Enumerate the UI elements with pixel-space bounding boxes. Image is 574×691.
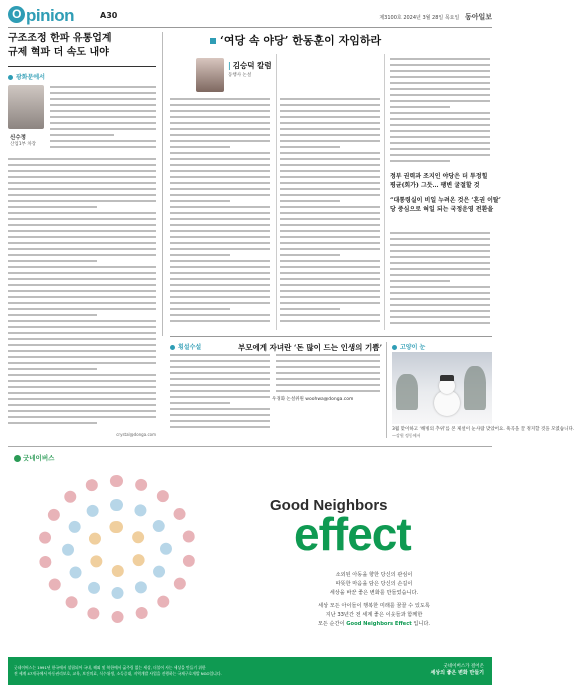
text-line [280,278,380,280]
text-line [390,88,490,90]
text-line [280,140,380,142]
text-line [8,248,156,250]
text-line [276,354,380,356]
text-line [280,266,380,268]
text-line [390,118,490,120]
text-line [8,182,156,184]
text-line [276,366,380,368]
text-line [170,426,270,428]
text-line [280,236,380,238]
text-line [390,322,490,324]
main-title: ‘여당 속 야당’ 한동훈이 자임하라 [210,32,381,48]
page-number: A30 [100,11,118,20]
main-column [170,32,501,332]
text-line [390,268,490,270]
ad-footer-text: 굿네이버스는 1991년 한국에서 설립되어 국내, 해외 및 북한에서 굶주림 없는 세상, 더불어 사는 세상을 만들기 위한 전 세계 47개국에서 아동권리보호, 교육, 보건의료, 식수위생, 소득증대, 지역개발 사업을 진행하는 국제구호개발 NGO입니다. [14,665,222,676]
text-line [170,152,270,154]
text-line [280,212,380,214]
text-line [170,206,270,208]
main-body-col3-bottom [390,232,490,328]
text-line [390,82,490,84]
text-line [276,384,380,386]
opinion-brand: O pinion [8,6,74,26]
text-line [8,332,156,334]
text-line [50,98,156,100]
text-line [8,176,156,178]
text-line [8,374,156,376]
text-line [390,112,490,114]
text-line [280,152,380,154]
text-line [170,308,230,310]
text-line [280,224,380,226]
text-line [170,408,270,410]
horizontal-divider [170,336,492,337]
photo-caption: 3월 맞이하고 ‘해빙의 추위’를 본 제설이 눈사람 맞았어요. 흑곡을 끌 정지할 것을 모였습니다. [392,427,574,432]
text-line [390,70,490,72]
photo-section [392,342,574,438]
text-line [390,244,490,246]
text-line [8,272,156,274]
left-headline: 구조조정 한파 유통업계 규제 혁파 더 속도 내야 [8,33,112,58]
text-line [8,188,156,190]
text-line [390,316,490,318]
paper-name: 동아일보 [464,12,492,21]
text-line [390,142,490,144]
text-line [390,76,490,78]
page-header [8,6,492,28]
text-line [8,242,156,244]
text-line [170,230,270,232]
text-line [280,104,380,106]
text-line [8,164,156,166]
text-line [8,386,156,388]
text-line [390,148,490,150]
text-line [8,296,156,298]
text-line [280,194,380,196]
text-line [170,236,270,238]
essay-section [170,342,382,438]
text-line [390,100,490,102]
text-line [170,188,270,190]
text-line [390,298,490,300]
text-line [8,380,156,382]
ad-footer [8,657,492,685]
text-line [170,254,230,256]
text-line [8,284,156,286]
text-line [170,360,270,362]
main-body-col3-top [390,58,490,166]
text-line [8,254,156,256]
tree-shape [464,366,486,410]
edition-info [379,12,492,22]
text-line [8,344,156,346]
text-line [280,308,340,310]
text-line [8,266,156,268]
text-line [280,134,380,136]
text-line [8,410,156,412]
essay-body-col2 [276,354,380,396]
text-line [8,356,156,358]
text-line [276,390,380,392]
essay-section-label: 횡설수설 [170,342,201,351]
text-line [170,170,270,172]
photo-section-label: 고양이 눈 [392,342,492,351]
text-line [170,366,270,368]
text-line [280,170,380,172]
ad-copy: 소외된 아동을 향한 당신의 관심이 따뜻한 마음을 담은 당신의 손길이 세상을 바꾼 좋은 변화를 만들었습니다. 세상 모든 아이들이 행복한 미래를 꿈꿀 수 있도록 지난 33년간 전 세계 좋은 이웃들과 함께한 모든 순간이 Good Neighbors Effect 입니다. [317,572,431,627]
columnist-photo [196,58,224,92]
text-line [280,110,380,112]
text-line [170,182,270,184]
text-line [170,98,270,100]
text-line [170,320,270,322]
essay-body-col1 [170,354,270,432]
text-line [50,122,156,124]
text-line [280,254,340,256]
text-line [170,390,270,392]
pull-quote: 정부 권력과 조지인 야당은 더 투정힐 평균(회가) 그듯… 팽변 굴절할 것 “대통령실이 비일 누려온 것은 ‘혼권 이탈’ 당 중심으로 혀일 되는 국정운영 전환을 [390,173,501,213]
text-line [170,354,270,356]
text-line [8,278,156,280]
text-line [50,110,156,112]
title-mark-icon [210,38,216,44]
text-line [280,98,380,100]
tree-shape [396,374,418,410]
text-line [170,396,270,398]
text-line [8,326,156,328]
text-line [8,200,156,202]
photo-divider [386,342,387,438]
text-line [170,122,270,124]
text-line [280,176,380,178]
text-line [8,206,97,208]
columnist-role: 동행사 논설 [228,73,252,78]
text-line [8,392,156,394]
text-line [8,338,156,340]
text-line [170,110,270,112]
text-line [8,416,156,418]
text-line [50,146,156,148]
text-line [280,248,380,250]
text-line [170,290,270,292]
text-line [170,128,270,130]
text-line [170,116,270,118]
text-line [280,122,380,124]
issue-date: 2024년 3월 28일 목요일 [403,15,460,21]
ad-footer-right: 굿네이버스가 걸어온 세상의 좋은 변화 만들기 [430,664,484,676]
text-line [170,224,270,226]
text-line [390,124,490,126]
text-line [50,134,114,136]
text-line [170,296,270,298]
main-body-col2 [280,98,380,326]
crowd-ring-inner [86,521,148,577]
text-line [8,314,97,316]
text-line [8,212,156,214]
text-line [170,266,270,268]
text-line [390,238,490,240]
author-photo [8,85,44,129]
text-line [276,360,380,362]
text-line [50,92,156,94]
text-line [390,106,450,108]
essay-author: 우경화 논설위원 woohwa@donga.com [272,397,354,402]
text-line [280,158,380,160]
text-line [390,292,490,294]
text-line [280,302,380,304]
left-body [8,158,156,428]
columnist-name: | 김승덕 칼럼 [228,60,272,71]
text-line [390,262,490,264]
main-body-col1 [170,98,270,326]
text-line [280,242,380,244]
text-line [50,86,156,88]
text-line [8,368,97,370]
text-line [170,378,270,380]
text-line [276,372,380,374]
text-line [50,128,156,130]
text-line [170,272,270,274]
text-line [170,134,270,136]
text-line [280,128,380,130]
text-line [8,260,97,262]
text-line [280,290,380,292]
text-line [390,58,490,60]
snowman-photo [392,352,492,424]
text-line [8,290,156,292]
text-line [8,404,156,406]
text-line [280,188,380,190]
text-line [8,398,156,400]
text-line [170,260,270,262]
text-line [8,422,97,424]
text-line [390,130,490,132]
text-line [390,280,450,282]
text-line [170,248,270,250]
text-line [280,182,380,184]
text-line [170,146,230,148]
text-line [390,64,490,66]
text-line [170,402,230,404]
text-line [280,116,380,118]
main-col-rule-1 [276,54,277,330]
text-line [50,104,156,106]
text-line [280,260,380,262]
text-line [170,314,270,316]
text-line [276,378,380,380]
text-line [8,230,156,232]
text-line [50,140,156,142]
text-line [170,212,270,214]
text-line [170,278,270,280]
text-line [390,94,490,96]
text-line [8,236,156,238]
text-line [170,414,270,416]
text-line [280,230,380,232]
text-line [170,140,270,142]
text-line [170,194,270,196]
left-body-top [50,86,156,152]
author-role: 산업1부 차장 [10,142,37,147]
text-line [390,274,490,276]
text-line [170,384,270,386]
text-line [170,158,270,160]
left-column [8,32,156,440]
text-line [170,176,270,178]
text-line [170,200,230,202]
text-line [50,116,156,118]
goodneighbors-logo-icon [14,455,21,462]
text-line [280,320,380,322]
ad-headline: effect [294,508,411,560]
text-line [390,160,450,162]
text-line [390,304,490,306]
main-col-rule-2 [384,54,385,330]
text-line [280,284,380,286]
text-line [390,250,490,252]
left-rule [8,66,156,67]
ad-org-logo: 굿네이버스 [14,453,54,462]
photo-credit: —강원 정동에서 [392,433,421,438]
column-divider [162,32,163,336]
text-line [280,314,380,316]
text-line [8,362,156,364]
essay-title: 부모에게 자녀란 ‘돈 많이 드는 인생의 기쁨’ [238,343,383,352]
snowman-hat [440,375,454,381]
ad-tagline: Good Neighbors [270,497,388,514]
text-line [8,320,156,322]
text-line [170,420,270,422]
text-line [280,206,380,208]
left-email: crystal@donga.com [116,432,156,437]
text-line [8,224,156,226]
brand-o-icon: O [8,6,25,23]
text-line [8,350,156,352]
edition-number: 제3100호 [379,15,402,21]
left-section-label: 광화문에서 [8,72,156,81]
text-line [170,372,270,374]
text-line [280,200,340,202]
text-line [390,232,490,234]
text-line [8,158,156,160]
text-line [170,302,270,304]
text-line [280,218,380,220]
text-line [390,154,490,156]
text-line [390,256,490,258]
text-line [390,136,490,138]
text-line [170,242,270,244]
advertisement [8,446,492,684]
text-line [8,308,156,310]
crowd-heart-illustration [32,469,202,629]
text-line [170,164,270,166]
author-name: 신수정 [10,135,26,141]
text-line [170,218,270,220]
text-line [280,272,380,274]
text-line [280,146,340,148]
text-line [8,302,156,304]
text-line [8,170,156,172]
text-line [390,310,490,312]
text-line [8,194,156,196]
text-line [280,296,380,298]
text-line [170,104,270,106]
text-line [170,284,270,286]
text-line [8,218,156,220]
text-line [390,286,490,288]
text-line [280,164,380,166]
